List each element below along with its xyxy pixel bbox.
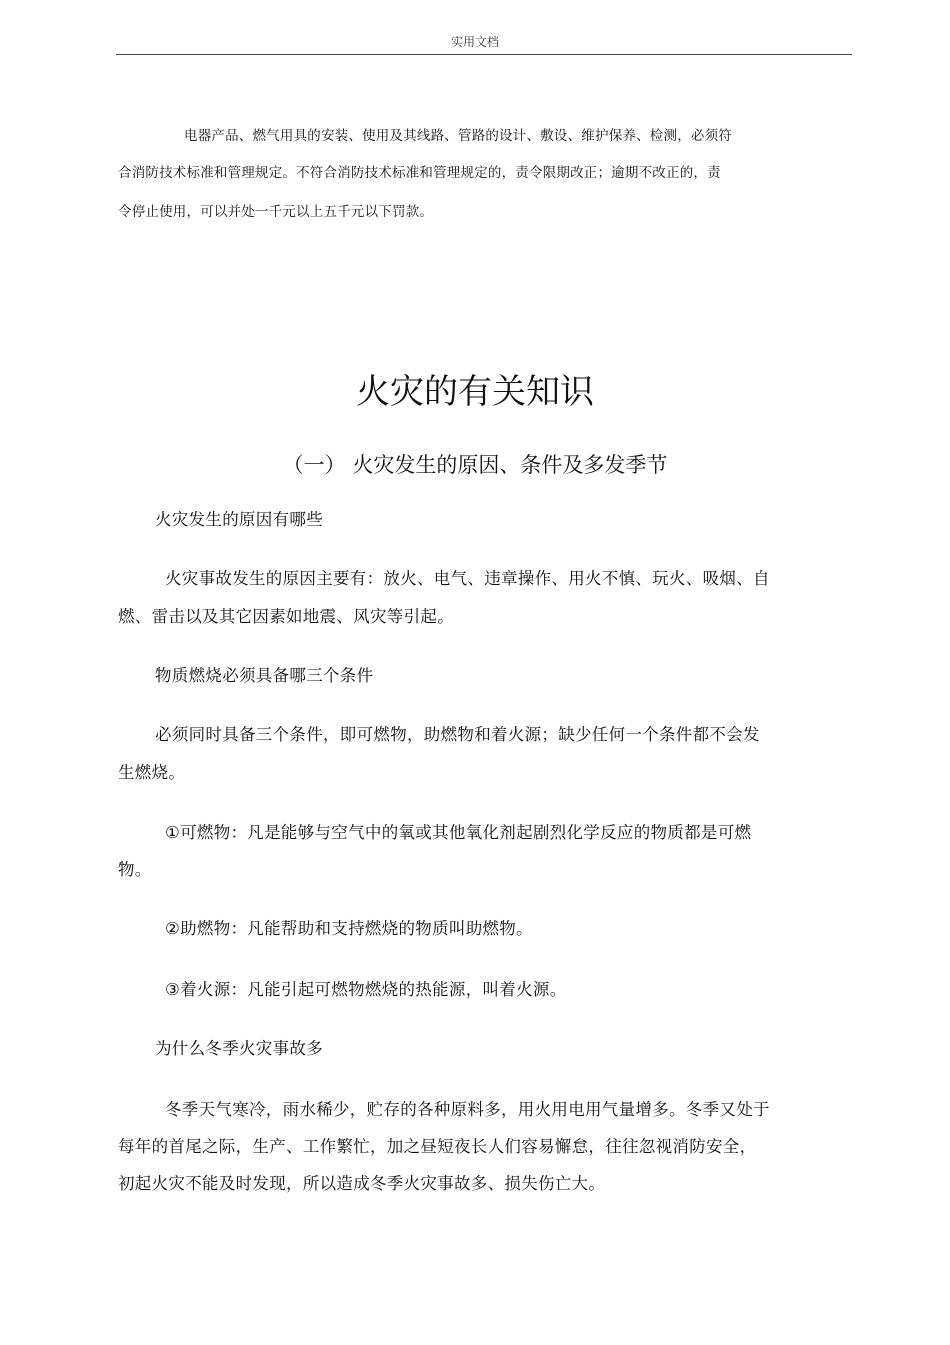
answer-3-line-3: 初起火灾不能及时发现，所以造成冬季火灾事故多、损失伤亡大。	[118, 1174, 606, 1193]
intro-line-1: 电器产品、燃气用具的安装、使用及其线路、管路的设计、敷设、维护保养、检测，必须符	[184, 128, 732, 144]
answer-2-line-2: 生燃烧。	[118, 763, 186, 782]
answer-1-line-2: 燃、雷击以及其它因素如地震、风灾等引起。	[118, 607, 454, 626]
header-divider	[116, 54, 852, 55]
item-combustible-line-1: ①可燃物：凡是能够与空气中的氧或其他氧化剂起剧烈化学反应的物质都是可燃	[165, 823, 752, 842]
page-title: 火灾的有关知识	[356, 372, 594, 412]
answer-3-line-2: 每年的首尾之际，生产、工作繁忙，加之昼短夜长人们容易懈怠，往往忽视消防安全，	[118, 1137, 757, 1156]
item-combustible-line-2: 物。	[118, 860, 152, 879]
question-1: 火灾发生的原因有哪些	[155, 510, 323, 529]
page-header: 实用文档	[450, 35, 499, 49]
answer-2-line-1: 必须同时具备三个条件，即可燃物，助燃物和着火源；缺少任何一个条件都不会发	[155, 725, 760, 744]
intro-line-2: 合消防技术标准和管理规定。不符合消防技术标准和管理规定的，责令限期改正；逾期不改正的，责	[118, 165, 721, 181]
intro-line-3: 令停止使用，可以并处一千元以上五千元以下罚款。	[118, 204, 434, 220]
item-ignition-source: ③着火源：凡能引起可燃物燃烧的热能源，叫着火源。	[165, 980, 567, 999]
section-subtitle: （一） 火灾发生的原因、条件及多发季节	[282, 453, 668, 477]
answer-3-line-1: 冬季天气寒冷，雨水稀少，贮存的各种原料多，用火用电用气量增多。冬季又处于	[165, 1100, 770, 1119]
question-3: 为什么冬季火灾事故多	[155, 1039, 323, 1058]
answer-1-line-1: 火灾事故发生的原因主要有：放火、电气、违章操作、用火不慎、玩火、吸烟、自	[165, 569, 770, 588]
item-oxidizer: ②助燃物：凡能帮助和支持燃烧的物质叫助燃物。	[165, 919, 533, 938]
question-2: 物质燃烧必须具备哪三个条件	[155, 666, 374, 685]
